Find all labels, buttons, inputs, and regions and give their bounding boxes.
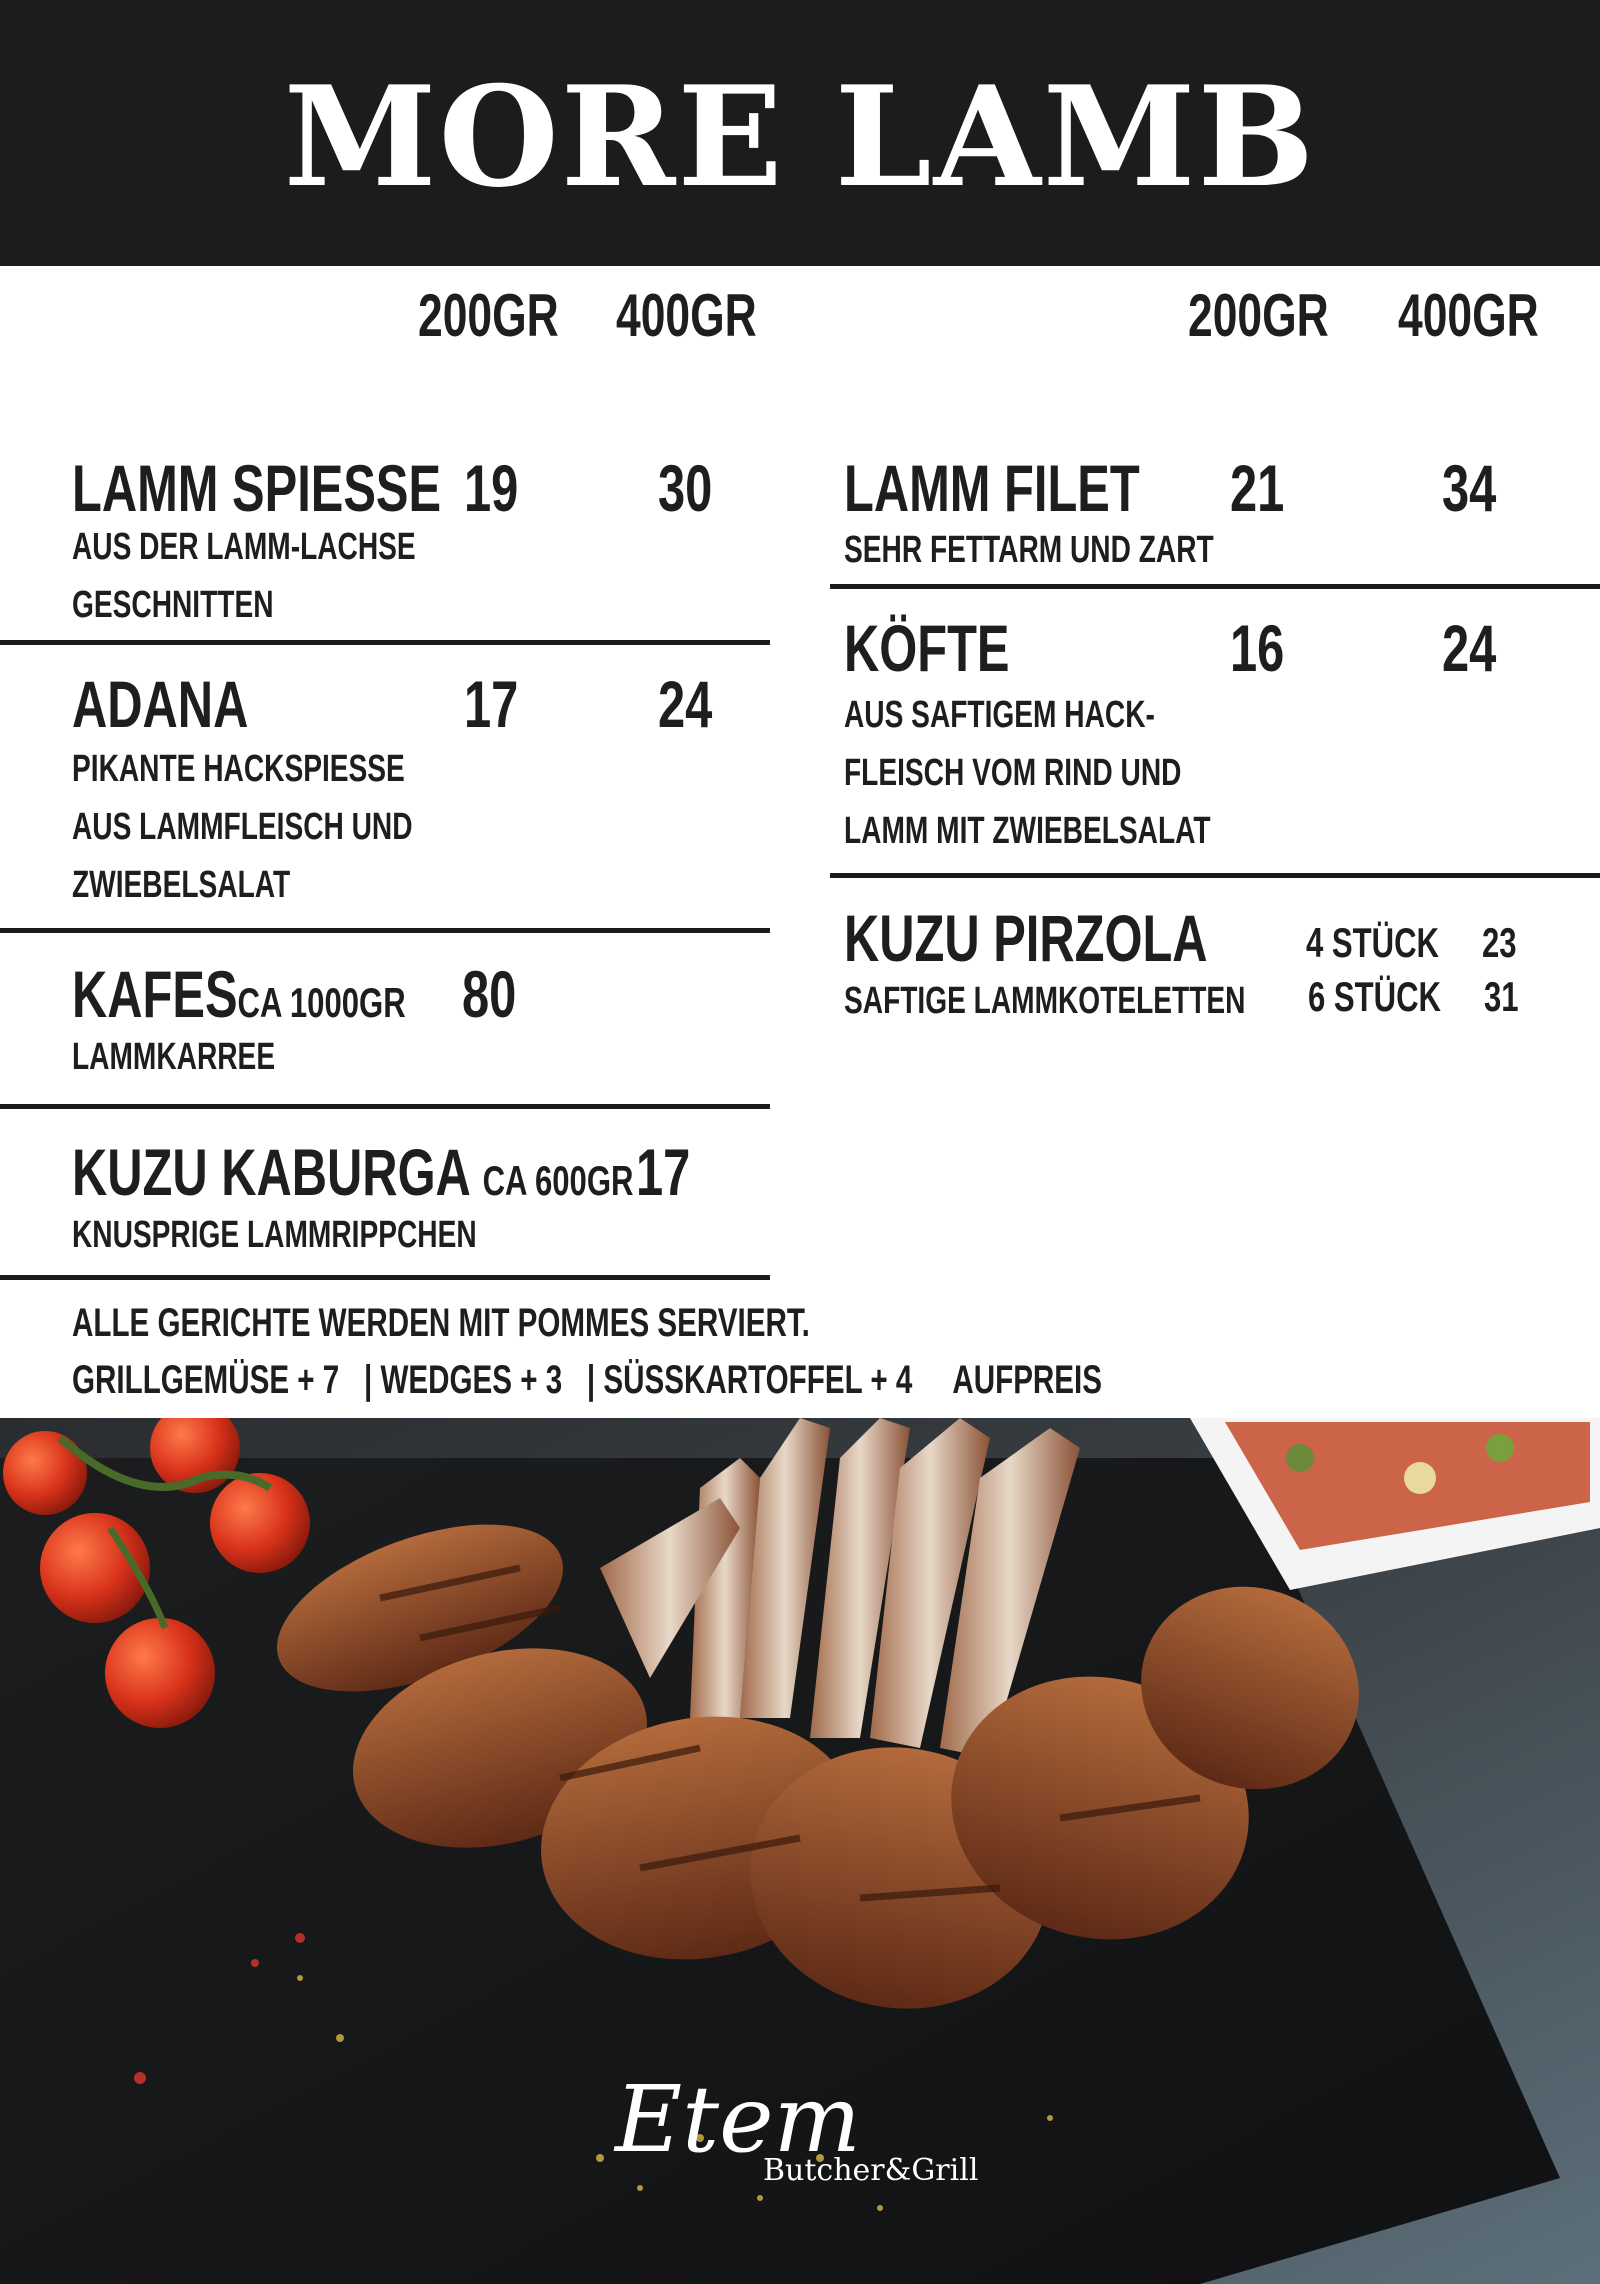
item-desc-line: FLEISCH VOM RIND UND [844,752,1182,794]
logo-script: Etem [615,2066,861,2173]
divider [830,873,1600,878]
item-weight: CA 600GR [482,1157,634,1204]
item-name: KÖFTE [844,611,1010,685]
sides-note: ALLE GERICHTE WERDEN MIT POMMES SERVIERT. [72,1301,810,1345]
divider [830,584,1600,589]
price: 17 [636,1135,691,1209]
item-name: LAMM FILET [844,451,1140,525]
price-400gr: 30 [658,451,713,525]
item-name [72,1136,633,1217]
item-name: ADANA [72,667,249,741]
item-desc-line: KNUSPRIGE LAMMRIPPCHEN [72,1214,477,1256]
item-desc-line: AUS SAFTIGEM HACK- [844,694,1155,736]
divider [0,1275,770,1280]
item-name: KUZU PIRZOLA [844,901,1208,975]
option-price: 31 [1484,973,1519,1020]
item-name-text: KUZU KABURGA [72,1135,470,1209]
divider [0,640,770,645]
price-200gr: 19 [464,451,519,525]
option-price: 23 [1482,919,1517,966]
logo-subtitle: Butcher&Grill [763,2153,979,2188]
option-qty: 6 STÜCK [1308,973,1441,1020]
price-200gr: 17 [464,667,519,741]
price-400gr: 24 [658,667,713,741]
brand-logo [615,2066,1015,2200]
item-desc-line: AUS LAMMFLEISCH UND [72,806,413,848]
item-desc-line: LAMM MIT ZWIEBELSALAT [844,810,1211,852]
item-weight: CA 1000GR [237,979,406,1026]
price-400gr: 24 [1442,611,1497,685]
divider [0,928,770,933]
item-desc-line: GESCHNITTEN [72,584,274,626]
col-header-left-400: 400GR [616,282,757,349]
col-header-left-200: 200GR [418,282,559,349]
item-desc-line: PIKANTE HACKSPIESSE [72,748,405,790]
item-desc-line: SEHR FETTARM UND ZART [844,529,1214,571]
item-desc-line: ZWIEBELSALAT [72,864,291,906]
price-400gr: 34 [1442,451,1497,525]
item-name-text: KAFES [72,957,238,1031]
col-header-right-400: 400GR [1398,282,1539,349]
sides-extras: GRILLGEMÜSE + 7 | WEDGES + 3 | SÜSSKARTOFFEL + 4 AUFPREIS [72,1358,1103,1402]
price: 80 [462,957,517,1031]
item-desc-line: SAFTIGE LAMMKOTELETTEN [844,980,1246,1022]
item-name: LAMM SPIESSE [72,451,442,525]
item-name [72,958,406,1039]
col-header-right-200: 200GR [1188,282,1329,349]
item-desc-line: AUS DER LAMM-LACHSE [72,526,416,568]
price-200gr: 16 [1230,611,1285,685]
page-title: MORE LAMB [283,55,1317,218]
divider [0,1104,770,1109]
option-qty: 4 STÜCK [1306,919,1439,966]
item-desc-line: LAMMKARREE [72,1036,276,1078]
price-200gr: 21 [1230,451,1285,525]
header-banner [0,0,1600,266]
